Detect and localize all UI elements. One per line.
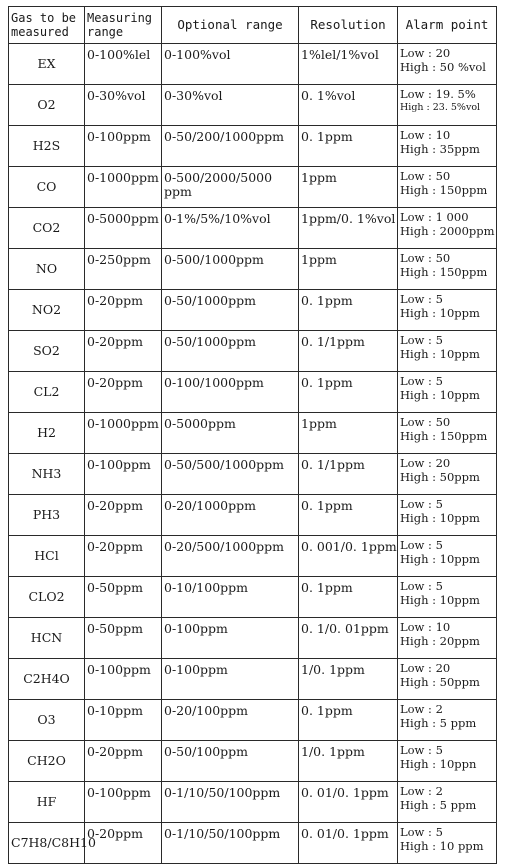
alarm-low: Low : 2: [400, 784, 443, 798]
measuring-range-cell: 0-20ppm: [85, 536, 162, 577]
alarm-low: Low : 20: [400, 661, 451, 675]
gas-cell: CO2: [9, 208, 85, 249]
measuring-range-cell: 0-250ppm: [85, 249, 162, 290]
alarm-low: Low : 20: [400, 46, 451, 60]
alarm-point-cell: [398, 85, 497, 126]
measuring-range-cell: 0-50ppm: [85, 577, 162, 618]
alarm-low: Low : 5: [400, 497, 443, 511]
alarm-high: High : 10ppm: [400, 347, 480, 361]
gas-cell: O2: [9, 85, 85, 126]
resolution-cell: 1ppm/0. 1%vol: [299, 208, 398, 249]
alarm-low: Low : 1 000: [400, 210, 469, 224]
alarm-point-cell: [398, 823, 497, 864]
alarm-high: High : 150ppm: [400, 183, 488, 197]
gas-cell: NO: [9, 249, 85, 290]
optional-range-cell: 0-1/10/50/100ppm: [162, 782, 299, 823]
alarm-low: Low : 50: [400, 169, 451, 183]
optional-range-cell: 0-100/1000ppm: [162, 372, 299, 413]
measuring-range-cell: 0-30%vol: [85, 85, 162, 126]
resolution-cell: 1ppm: [299, 249, 398, 290]
gas-cell: O3: [9, 700, 85, 741]
alarm-low: Low : 5: [400, 292, 443, 306]
alarm-low: Low : 50: [400, 415, 451, 429]
measuring-range-cell: 0-20ppm: [85, 495, 162, 536]
gas-cell: NO2: [9, 290, 85, 331]
table-row: [9, 659, 497, 700]
resolution-cell: 1%lel/1%vol: [299, 44, 398, 85]
alarm-point-cell: [398, 167, 497, 208]
header-measuring-range: Measuring range: [85, 7, 162, 44]
alarm-low: Low : 5: [400, 374, 443, 388]
header-alarm-point: Alarm point: [398, 7, 497, 44]
optional-range-cell: 0-20/500/1000ppm: [162, 536, 299, 577]
resolution-cell: 0. 1/1ppm: [299, 454, 398, 495]
measuring-range-cell: 0-1000ppm: [85, 167, 162, 208]
measuring-range-cell: 0-20ppm: [85, 331, 162, 372]
alarm-low: Low : 50: [400, 251, 451, 265]
optional-range-cell: 0-100ppm: [162, 659, 299, 700]
measuring-range-cell: 0-20ppm: [85, 741, 162, 782]
alarm-low: Low : 5: [400, 825, 443, 839]
resolution-cell: 0. 1ppm: [299, 290, 398, 331]
alarm-high: High : 20ppm: [400, 634, 480, 648]
table-row: [9, 290, 497, 331]
header-optional-range: Optional range: [162, 7, 299, 44]
optional-range-cell: 0-50/100ppm: [162, 741, 299, 782]
table-row: [9, 618, 497, 659]
alarm-low: Low : 10: [400, 128, 451, 142]
gas-cell: HCl: [9, 536, 85, 577]
resolution-cell: 0. 1ppm: [299, 372, 398, 413]
alarm-point-cell: [398, 741, 497, 782]
measuring-range-cell: 0-1000ppm: [85, 413, 162, 454]
table-row: [9, 577, 497, 618]
measuring-range-cell: 0-50ppm: [85, 618, 162, 659]
alarm-point-cell: [398, 782, 497, 823]
alarm-point-cell: [398, 413, 497, 454]
alarm-high: High : 10ppn: [400, 757, 477, 771]
alarm-low: Low : 2: [400, 702, 443, 716]
alarm-point-cell: [398, 618, 497, 659]
resolution-cell: 0. 1ppm: [299, 577, 398, 618]
optional-range-cell: 0-50/1000ppm: [162, 290, 299, 331]
table-row: [9, 208, 497, 249]
alarm-point-cell: [398, 577, 497, 618]
resolution-cell: 1ppm: [299, 413, 398, 454]
alarm-low: Low : 10: [400, 620, 451, 634]
resolution-cell: 0. 01/0. 1ppm: [299, 823, 398, 864]
alarm-point-cell: [398, 208, 497, 249]
table-row: [9, 44, 497, 85]
alarm-high: High : 150ppm: [400, 265, 488, 279]
gas-cell: HCN: [9, 618, 85, 659]
measuring-range-cell: 0-100ppm: [85, 782, 162, 823]
gas-cell: CH2O: [9, 741, 85, 782]
measuring-range-cell: 0-20ppm: [85, 823, 162, 864]
alarm-high: High : 50 %vol: [400, 60, 486, 74]
gas-cell: C2H4O: [9, 659, 85, 700]
optional-range-cell: 0-1%/5%/10%vol: [162, 208, 299, 249]
header-resolution: Resolution: [299, 7, 398, 44]
table-row: [9, 823, 497, 864]
resolution-cell: 0. 1%vol: [299, 85, 398, 126]
optional-range-cell: 0-50/500/1000ppm: [162, 454, 299, 495]
table-row: [9, 495, 497, 536]
optional-range-cell: 0-500/2000/5000 ppm: [162, 167, 299, 208]
optional-range-cell: 0-50/200/1000ppm: [162, 126, 299, 167]
gas-cell: EX: [9, 44, 85, 85]
resolution-cell: 0. 1/1ppm: [299, 331, 398, 372]
alarm-low: Low : 20: [400, 456, 451, 470]
alarm-high: High : 5 ppm: [400, 798, 477, 812]
table-row: [9, 454, 497, 495]
optional-range-cell: 0-5000ppm: [162, 413, 299, 454]
measuring-range-cell: 0-10ppm: [85, 700, 162, 741]
table-row: [9, 126, 497, 167]
header-gas: Gas to be measured: [9, 7, 85, 44]
gas-cell: CLO2: [9, 577, 85, 618]
alarm-low: Low : 5: [400, 579, 443, 593]
alarm-low: Low : 5: [400, 538, 443, 552]
alarm-high: High : 50ppm: [400, 470, 480, 484]
table-row: [9, 413, 497, 454]
optional-range-cell: 0-20/1000ppm: [162, 495, 299, 536]
table-row: [9, 372, 497, 413]
alarm-point-cell: [398, 331, 497, 372]
alarm-low: Low : 5: [400, 333, 443, 347]
table-row: [9, 167, 497, 208]
alarm-point-cell: [398, 659, 497, 700]
alarm-high: High : 23. 5%vol: [400, 102, 481, 113]
gas-cell: H2: [9, 413, 85, 454]
alarm-high: High : 10ppm: [400, 593, 480, 607]
table-row: [9, 331, 497, 372]
measuring-range-cell: 0-100ppm: [85, 454, 162, 495]
alarm-point-cell: [398, 44, 497, 85]
gas-cell: C7H8/C8H10: [9, 823, 85, 864]
resolution-cell: 1ppm: [299, 167, 398, 208]
gas-cell: SO2: [9, 331, 85, 372]
gas-cell: CO: [9, 167, 85, 208]
gas-spec-table: [8, 6, 497, 864]
optional-range-cell: 0-20/100ppm: [162, 700, 299, 741]
table-row: [9, 249, 497, 290]
resolution-cell: 0. 1ppm: [299, 126, 398, 167]
alarm-high: High : 50ppm: [400, 675, 480, 689]
alarm-high: High : 10ppm: [400, 552, 480, 566]
gas-cell: NH3: [9, 454, 85, 495]
alarm-high: High : 10ppm: [400, 511, 480, 525]
gas-cell: H2S: [9, 126, 85, 167]
alarm-point-cell: [398, 249, 497, 290]
resolution-cell: 1/0. 1ppm: [299, 741, 398, 782]
resolution-cell: 0. 1ppm: [299, 495, 398, 536]
measuring-range-cell: 0-100ppm: [85, 126, 162, 167]
alarm-point-cell: [398, 290, 497, 331]
measuring-range-cell: 0-20ppm: [85, 372, 162, 413]
header-row: [9, 7, 497, 44]
alarm-high: High : 150ppm: [400, 429, 488, 443]
alarm-high: High : 5 ppm: [400, 716, 477, 730]
table-row: [9, 700, 497, 741]
alarm-point-cell: [398, 536, 497, 577]
measuring-range-cell: 0-100%lel: [85, 44, 162, 85]
resolution-cell: 0. 001/0. 1ppm: [299, 536, 398, 577]
alarm-point-cell: [398, 495, 497, 536]
alarm-point-cell: [398, 126, 497, 167]
optional-range-cell: 0-1/10/50/100ppm: [162, 823, 299, 864]
resolution-cell: 1/0. 1ppm: [299, 659, 398, 700]
table-row: [9, 85, 497, 126]
alarm-high: High : 35ppm: [400, 142, 480, 156]
alarm-point-cell: [398, 372, 497, 413]
measuring-range-cell: 0-5000ppm: [85, 208, 162, 249]
optional-range-cell: 0-500/1000ppm: [162, 249, 299, 290]
alarm-low: Low : 5: [400, 743, 443, 757]
optional-range-cell: 0-30%vol: [162, 85, 299, 126]
alarm-low: Low : 19. 5%: [400, 87, 476, 101]
resolution-cell: 0. 01/0. 1ppm: [299, 782, 398, 823]
optional-range-cell: 0-10/100ppm: [162, 577, 299, 618]
alarm-point-cell: [398, 700, 497, 741]
optional-range-cell: 0-50/1000ppm: [162, 331, 299, 372]
measuring-range-cell: 0-20ppm: [85, 290, 162, 331]
resolution-cell: 0. 1/0. 01ppm: [299, 618, 398, 659]
resolution-cell: 0. 1ppm: [299, 700, 398, 741]
alarm-high: High : 2000ppm: [400, 224, 495, 238]
cropped-footer-text: [8, 812, 208, 819]
table-row: [9, 536, 497, 577]
alarm-point-cell: [398, 454, 497, 495]
gas-cell: HF: [9, 782, 85, 823]
gas-cell: PH3: [9, 495, 85, 536]
table-row: [9, 741, 497, 782]
table-header: [9, 7, 497, 44]
measuring-range-cell: 0-100ppm: [85, 659, 162, 700]
alarm-high: High : 10 ppm: [400, 839, 484, 853]
table-body: [9, 44, 497, 864]
optional-range-cell: 0-100%vol: [162, 44, 299, 85]
alarm-high: High : 10ppm: [400, 306, 480, 320]
optional-range-cell: 0-100ppm: [162, 618, 299, 659]
gas-cell: CL2: [9, 372, 85, 413]
alarm-high: High : 10ppm: [400, 388, 480, 402]
